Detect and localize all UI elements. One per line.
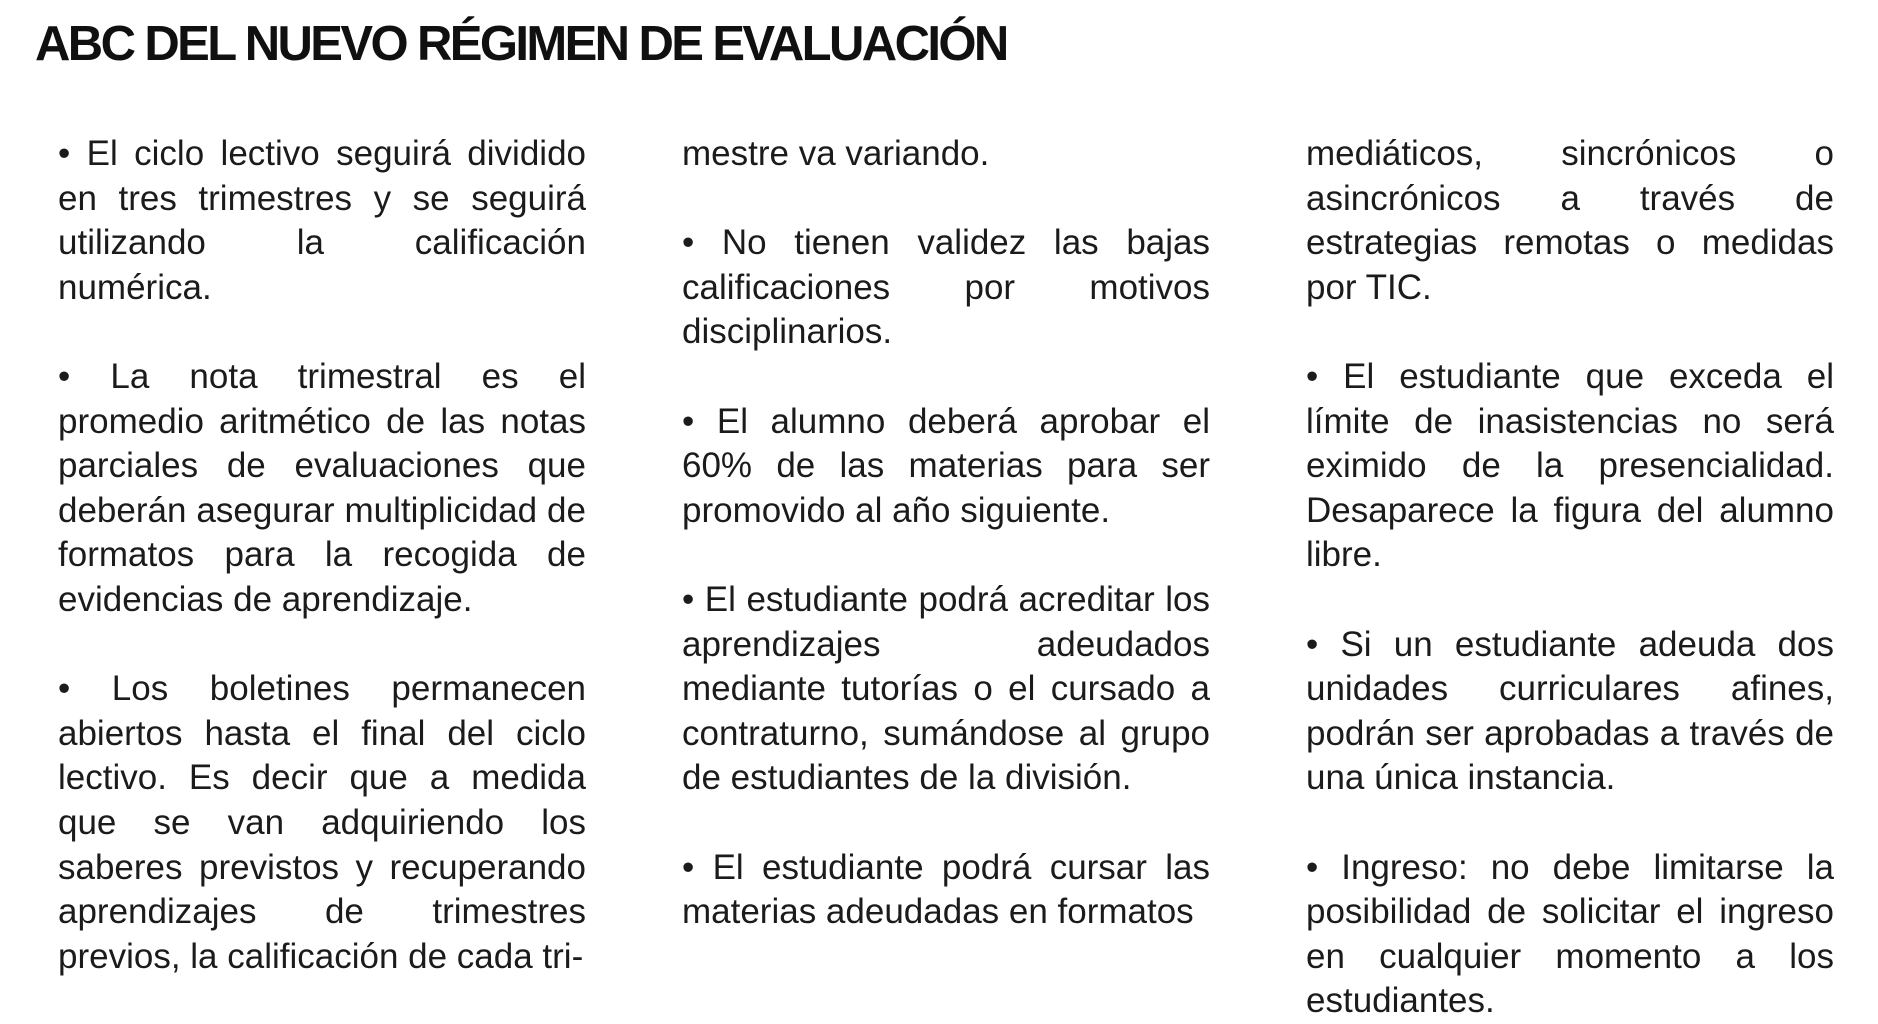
text-column-1 bbox=[58, 132, 586, 979]
paragraph: mestre va variando. bbox=[682, 134, 990, 173]
paragraph: • El estudiante podrá cursar las materias adeudadas en formatos bbox=[682, 847, 1210, 932]
paragraph: • No tienen validez las bajas calificaciones por motivos disciplinarios. bbox=[682, 223, 1210, 352]
paragraph: • Los boletines permanecen abiertos hasta el final del ciclo lectivo. Es decir que a medida que se van adquiriendo los saberes previstos y recuperando aprendizajes de trimestres previos, la calificación de cada tri- bbox=[58, 669, 586, 976]
text-column-2 bbox=[682, 132, 1210, 935]
paragraph: • El estudiante que exceda el límite de inasistencias no será eximido de la presencialidad. Desaparece la figura del alumno libre. bbox=[1306, 356, 1834, 575]
paragraph: • La nota trimestral es el promedio aritmético de las notas parciales de evaluaciones que deberán asegurar multiplicidad de formatos para la recogida de evidencias de aprendizaje. bbox=[58, 356, 586, 619]
paragraph: mediáticos, sincrónicos o asincrónicos a través de estrategias remotas o medidas por TIC. bbox=[1306, 134, 1834, 307]
page-title: ABC DEL NUEVO RÉGIMEN DE EVALUACIÓN bbox=[35, 17, 1007, 71]
text-column-3 bbox=[1306, 132, 1834, 1024]
paragraph: • Si un estudiante adeuda dos unidades curriculares afines, podrán ser aprobadas a través de una única instancia. bbox=[1306, 624, 1834, 798]
paragraph: • El alumno deberá aprobar el 60% de las materias para ser promovido al año siguiente. bbox=[682, 401, 1210, 530]
paragraph: • El estudiante podrá acreditar los aprendizajes adeudados mediante tutorías o el cursado a contraturno, sumándose al grupo de estudiantes de la división. bbox=[682, 579, 1210, 798]
paragraph: • El ciclo lectivo seguirá dividido en tres trimestres y se seguirá utilizando la calificación numérica. bbox=[58, 134, 586, 307]
paragraph: • Ingreso: no debe limitarse la posibilidad de solicitar el ingreso en cualquier momento a los estudiantes. bbox=[1306, 847, 1834, 1021]
